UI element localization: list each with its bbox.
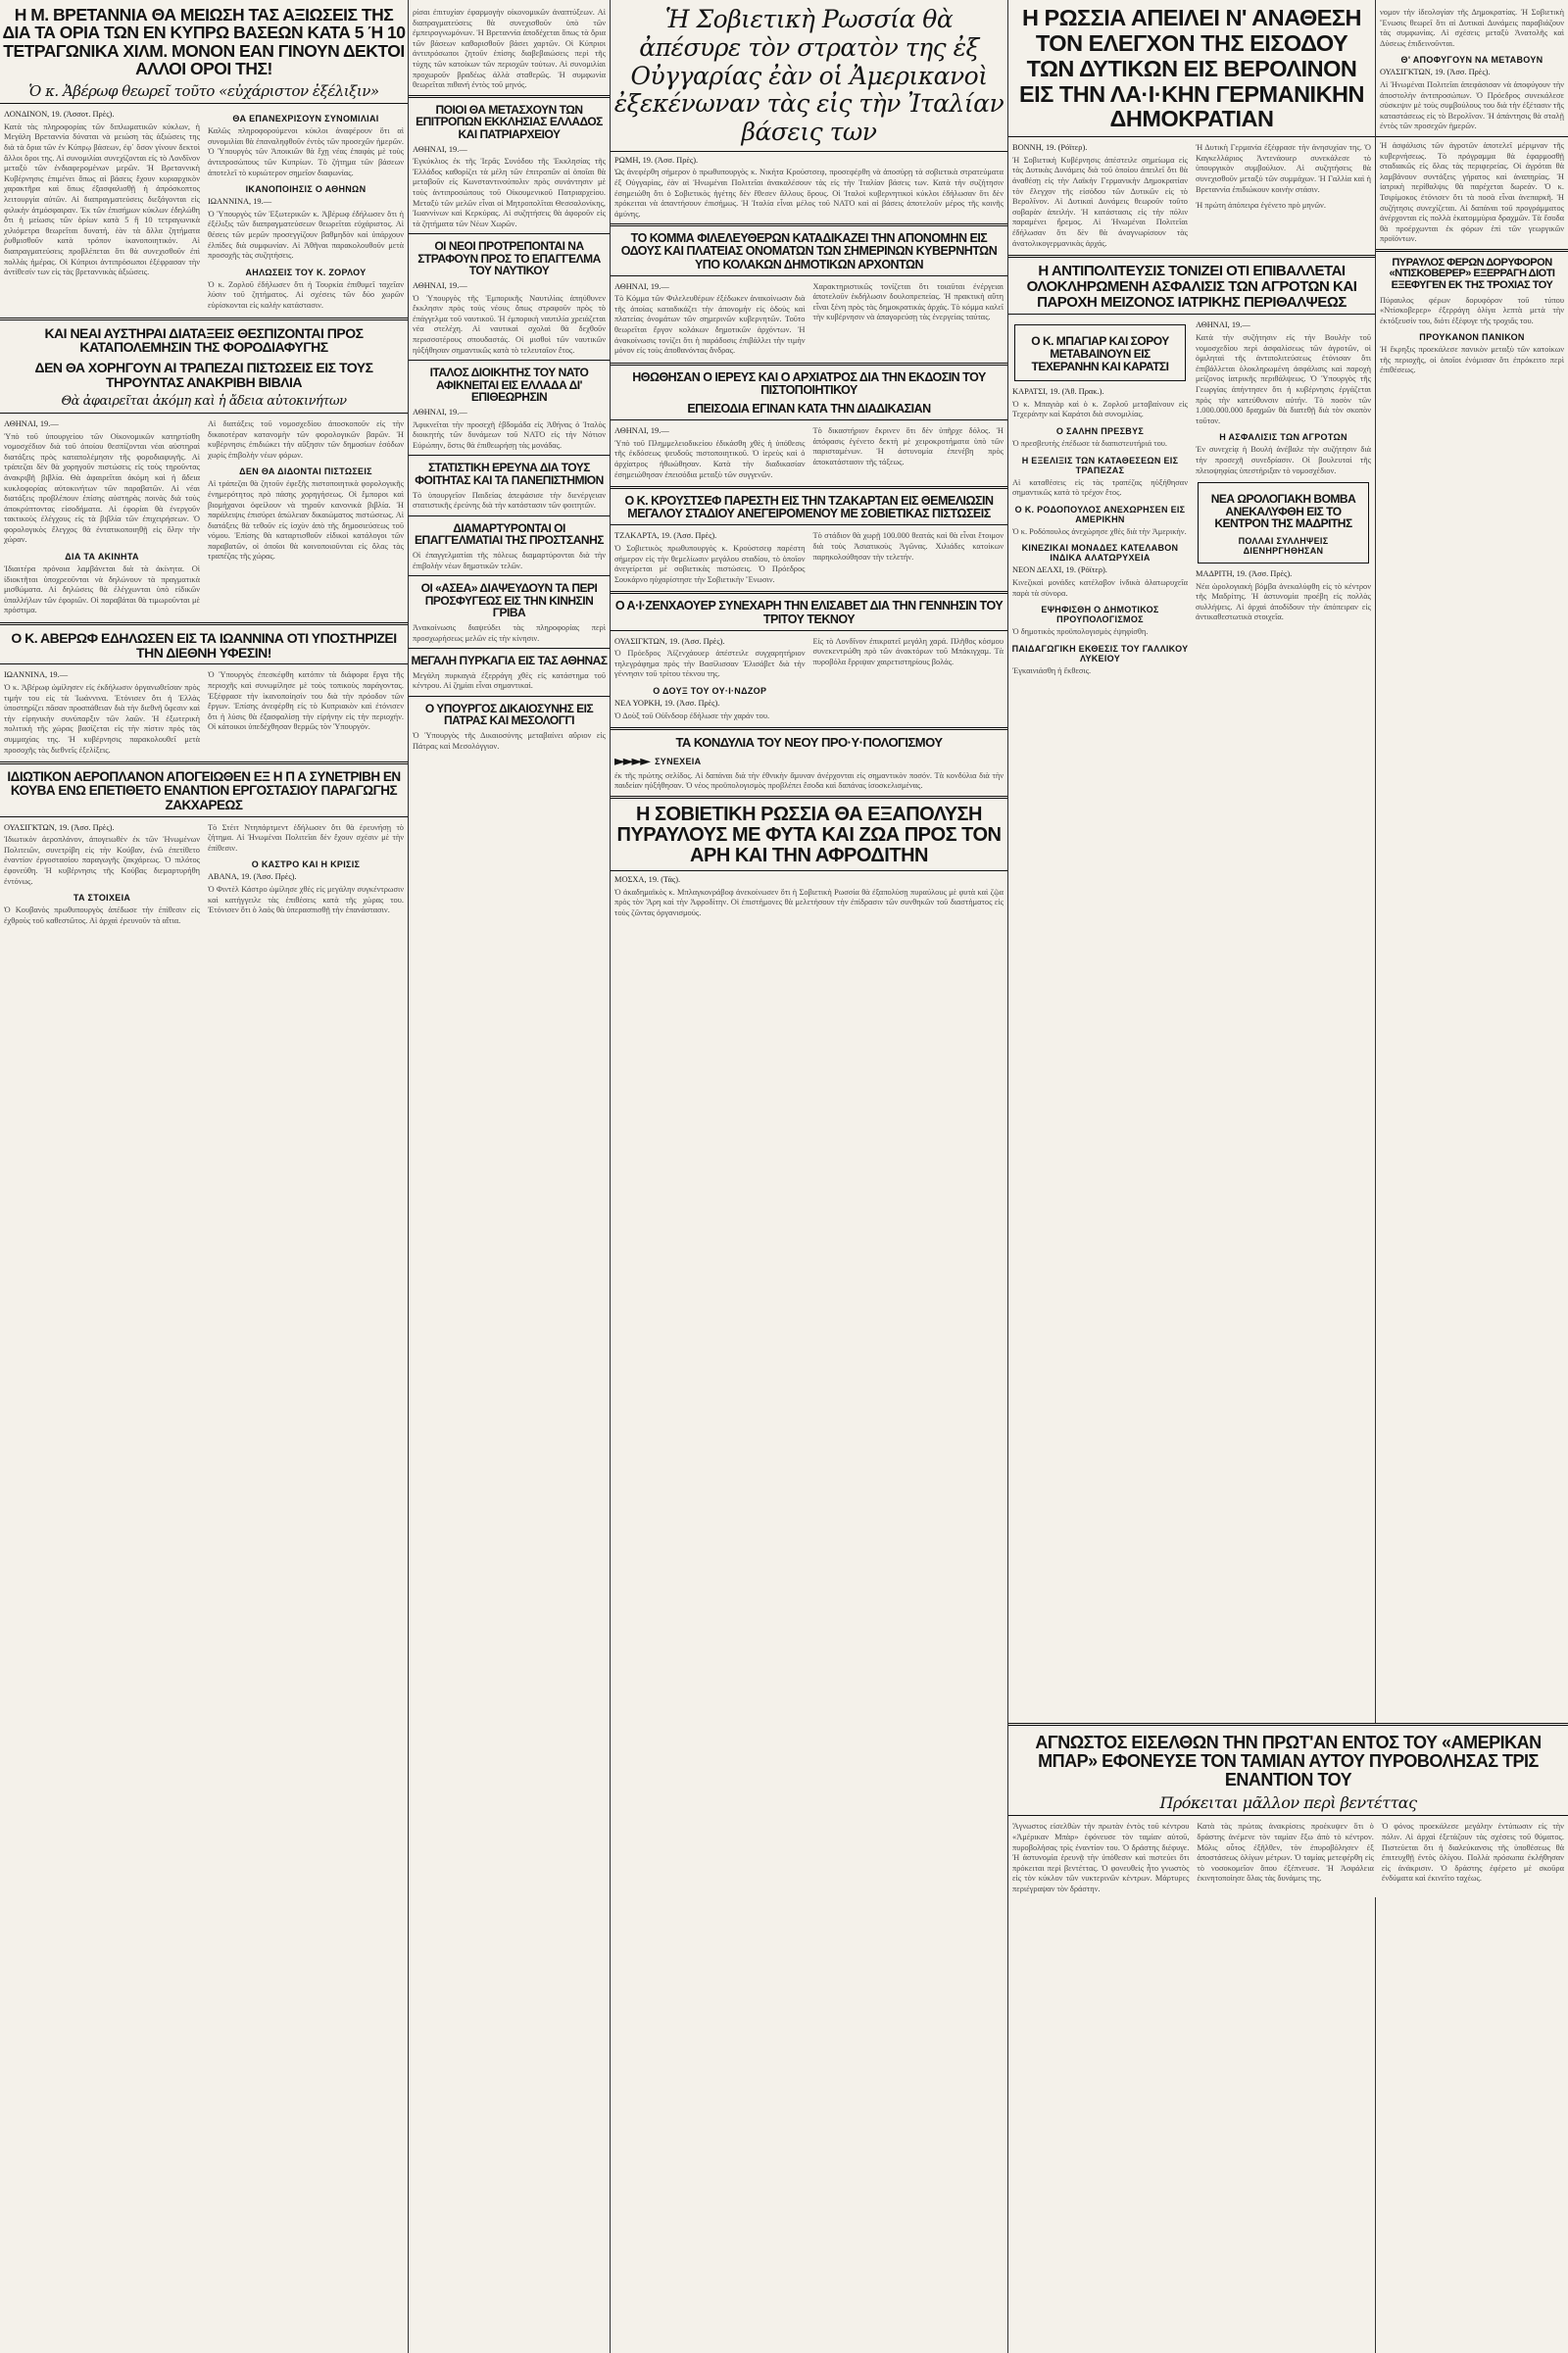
rule: [0, 318, 408, 320]
article-text: Αἱ Ἡνωμέναι Πολιτεῖαι ἀπεφάσισαν νὰ ἀποφύγουν τὴν ἀποστολὴν ἀντιπροσώπων. Ὁ Πρόεδρος συνεκάλεσε σύσκεψιν μὲ τοὺς συμβούλους του διὰ τὴν ἐξέτασιν τῆς καταστάσεως εἰς τὸ Βερολῖνον. Ἡ ἀπάντησις θὰ σταλῇ ἐντὸς τῶν προσεχῶν ἡμερῶν.: [1380, 79, 1564, 131]
article-text: Ὁ Φιντὲλ Κάστρο ὡμίλησε χθὲς εἰς μεγάλην συγκέντρωσιν καὶ κατήγγειλε τὰς ἐπιθέσεις κατὰ τῆς χώρας του. Ἐτόνισεν ὅτι ὁ λαὸς θὰ ὑπερασπισθῇ τὴν ἐπανάστασιν.: [208, 885, 404, 915]
headline-tax: ΚΑΙ ΝΕΑΙ ΑΥΣΤΗΡΑΙ ΔΙΑΤΑΞΕΙΣ ΘΕΣΠΙΖΟΝΤΑΙ ΠΡΟΣ ΚΑΤΑΠΟΛΕΜΗΣΙΝ ΤΗΣ ΦΟΡΟΔΙΑΦΥΓΗΣ: [44, 324, 364, 356]
article-text: Αἱ καταθέσεις εἰς τὰς τραπέζας ηὐξήθησαν σημαντικῶς κατὰ τὸ τρέχον ἔτος.: [1012, 477, 1188, 498]
subhead: Η ΑΣΦΑΛΙΣΙΣ ΤΩΝ ΑΓΡΟΤΩΝ: [1219, 432, 1348, 443]
article-britain-text: Κατὰ τὰς πληροφορίας τῶν διπλωματικῶν κύκλων, ἡ Μεγάλη Βρεταννία δύναται νὰ μειώση τὰς ἀξιώσεις της διὰ τὰ ὅρια τῶν ἐν Κύπρῳ βάσεων, ἐφ᾽ ὅσον γίνουν δεκτοὶ ἄλλοι ὅροι της. Αἱ συνομιλίαι συνεχίζονται εἰς τὸ Λονδῖνον μεταξὺ τῶν ἐνδιαφερομένων μερῶν. Ἡ Βρεταννικὴ Κυβέρνησις ἐπιμένει ὅπως αἱ βάσεις ἔχουν κυριαρχικὸν χαρακτῆρα καὶ ὅπως ἐξασφαλισθῇ ἡ ἀπρόσκοπτος λειτουργία αὐτῶν. Αἱ διαπραγματεύσεις διεξάγονται εἰς φιλικὴν ἀτμόσφαιραν. Ἐκ τῶν ἐπισήμων κύκλων ἐδηλώθη ὅτι ἡ μείωσις τῶν ὁρίων κατὰ 5 ἢ 10 τετραγωνικὰ χιλιόμετρα θεωρεῖται δυνατή, ἐὰν τὰ ἄλλα ζητήματα ῥυθμισθοῦν κατὰ τρόπον ἱκανοποιητικόν. Αἱ διαπραγματεύσεις προβλέπεται ὅτι θὰ συνεχισθοῦν ἐπὶ πολλὰς ἡμέρας. Οἱ Κύπριοι ἀντιπρόσωποι ἐξέφρασαν τὴν ἀντίθεσίν των εἰς τὰς βρεταννικὰς ἀξιώσεις.: [4, 122, 200, 277]
headline-nato: ΙΤΑΛΟΣ ΔΙΟΙΚΗΤΗΣ ΤΟΥ ΝΑΤΟ ΑΦΙΚΝΕΙΤΑΙ ΕΙΣ ΕΛΛΑΔΑ ΔΙ' ΕΠΙΘΕΩΡΗΣΙΝ: [429, 366, 589, 405]
rule: [409, 360, 610, 361]
subhead: Η ΕΞΕΛΙΞΙΣ ΤΩΝ ΚΑΤΑΘΕΣΕΩΝ ΕΙΣ ΤΡΑΠΕΖΑΣ: [1021, 455, 1179, 475]
dateline-new-york: ΝΕΑ ΥΟΡΚΗ, 19. (Ἀσσ. Πρὲς).: [614, 699, 720, 709]
rule: [0, 413, 408, 414]
article-text: Ὁ δημοτικὸς προϋπολογισμὸς ἐψηφίσθη.: [1012, 627, 1149, 637]
headline-eisenhower: Ο Α·Ι·ΖΕΝΧΑΟΥΕΡ ΣΥΝΕΧΑΡΗ ΤΗΝ ΕΛΙΣΑΒΕΤ ΔΙΑ ΤΗΝ ΓΕΝΝΗΣΙΝ ΤΟΥ ΤΡΙΤΟΥ ΤΕΚΝΟΥ: [614, 599, 1004, 626]
article-text: Ὁ πρεσβευτὴς ἐπέδωσε τὰ διαπιστευτήριά του.: [1012, 438, 1167, 448]
headline-budget: ΤΑ ΚΟΝΔΥΛΙΑ ΤΟΥ ΝΕΟΥ ΠΡΟ·Υ·ΠΟΛΟΓΙΣΜΟΥ: [675, 735, 943, 751]
subhead: ΔΕΝ ΘΑ ΔΙΔΟΝΤΑΙ ΠΙΣΤΩΣΕΙΣ: [239, 466, 372, 477]
dateline-london: ΛΟΝΔΙΝΟΝ, 19. (Ἀσσοτ. Πρὲς).: [4, 110, 115, 120]
headline-ntiskober: ΠΥΡΑΥΛΟΣ ΦΕΡΩΝ ΔΟΡΥΦΟΡΟΝ «ΝΤΙΣΚΟΒΕΡΕΡ» ΕΞΕΡΡΑΓΗ ΔΙΟΤΙ ΕΞΕΦΥΓΕΝ ΕΚ ΤΗΣ ΤΡΟΧΙΑΣ ΤΟΥ: [1389, 256, 1555, 291]
headline-students: ΣΤΑΤΙΣΤΙΚΗ ΕΡΕΥΝΑ ΔΙΑ ΤΟΥΣ ΦΟΙΤΗΤΑΣ ΚΑΙ ΤΑ ΠΑΝΕΠΙΣΤΗΜΙΟΝ: [415, 461, 604, 487]
dateline-bonn: ΒΟΝΝΗ, 19. (Ρόϊτερ).: [1012, 143, 1088, 153]
article-text: Καλῶς πληροφορούμενοι κύκλοι ἀναφέρουν ὅτι αἱ συνομιλίαι θὰ ἐπαναληφθοῦν ἐντὸς τῶν προσεχῶν ἡμερῶν. Ὁ Ὑπουργὸς τῶν Ἀποικιῶν θὰ ἔχῃ νέας ἐπαφὰς μὲ τοὺς ἀντιπροσώπους τῶν Κυπρίων. Τὸ ζήτημα τῶν βάσεων ἀποτελεῖ τὸ κυριώτερον σημεῖον διαφωνίας.: [208, 126, 404, 177]
article-text: Αἱ τράπεζαι θὰ ζητοῦν ἐφεξῆς πιστοποιητικὰ φορολογικῆς ἐνημερότητος πρὸ πάσης χορηγήσεως. Οἱ ἔμποροι καὶ βιομήχανοι ὀφείλουν νὰ τηροῦν κανονικὰ βιβλία. Ἡ παράλειψις ἐπισύρει ἀπώλειαν δικαιώματος πιστώσεως. Αἱ διατάξεις θὰ τεθοῦν εἰς ἰσχὺν ἀπὸ τῆς δημοσιεύσεως τοῦ νόμου. Ἐπίσης θὰ καταρτισθοῦν εἰδικοὶ κατάλογοι τῶν παραβατῶν, οἱ ὁποῖοι θὰ κοινοποιοῦνται εἰς ὅλας τὰς τραπέζας τῆς χώρας.: [208, 479, 404, 562]
subhead: Ο ΣΑΛΗΝ ΠΡΕΣΒΥΣ: [1055, 425, 1145, 436]
column-right-center: [1008, 0, 1375, 678]
article-text: Ὁ φόνος προεκάλεσε μεγάλην ἐντύπωσιν εἰς τὴν πόλιν. Αἱ ἀρχαὶ ἐξετάζουν τὰς σχέσεις τοῦ θύματος. Πιστεύεται ὅτι ἡ διαλεύκανσις τῆς ὑποθέσεως θὰ ἐπιτευχθῇ ἐντὸς ὀλίγου. Πολλὰ πρόσωπα ἐκλήθησαν εἰς ἀνάκρισιν. Ὁ δράστης ἐφέρετο μὲ σκοῦρα ἐνδύματα καὶ ἐκινεῖτο ταχέως.: [1381, 1822, 1564, 1884]
headline-farmers: Η ΑΝΤΙΠΟΛΙΤΕΥΣΙΣ ΤΟΝΙΖΕΙ ΟΤΙ ΕΠΙΒΑΛΛΕΤΑΙ ΟΛΟΚΛΗΡΩΜΕΝΗ ΑΣΦΑΛΙΣΙΣ ΤΩΝ ΑΓΡΟΤΩΝ ΚΑΙ ΠΑΡΟΧΗ ΜΕΙΖΟΝΟΣ ΙΑΤΡΙΚΗΣ ΠΕΡΙΘΑΛΨΕΩΣ: [1026, 263, 1357, 311]
article-russia-berlin-text: Ἡ Σοβιετικὴ Κυβέρνησις ἀπέστειλε σημείωμα εἰς τὰς Δυτικὰς Δυνάμεις διὰ τοῦ ὁποίου ἀπειλεῖ ὅτι θὰ ἀναθέσῃ εἰς τὴν Λαϊκὴν Γερμανικὴν Δημοκρατίαν τὸν ἔλεγχον τῆς εἰσόδου τῶν Δυτικῶν εἰς τὸ Βερολῖνον. Αἱ Δυτικαὶ Δυνάμεις θεωροῦν τοῦτο σοβαρὰν ἀπειλήν. Ἡ κατάστασις εἰς τὴν πόλιν παραμένει ἤρεμος. Αἱ Ἡνωμέναι Πολιτεῖαι ἐδήλωσαν ὅτι δὲν θὰ ἀναγνωρίσουν τὰς ἀνατολικογερμανικὰς ἀρχάς.: [1012, 155, 1188, 248]
article-averof-text: Ὁ κ. Ἀβέρωφ ὡμίλησεν εἰς ἐκδήλωσιν ὀργανωθεῖσαν πρὸς τιμήν του εἰς τὰ Ἰωάννινα. Ἐτόνισεν ὅτι ἡ Ἑλλὰς ὑποστηρίζει πᾶσαν προσπάθειαν διὰ τὴν διεθνῆ ὕφεσιν καὶ τὴν εἰρηνικὴν συνύπαρξιν τῶν λαῶν. Ἡ ἐξωτερικὴ πολιτικὴ τῆς χώρας βασίζεται εἰς τὴν πίστιν πρὸς τὰς συμμαχίας της. Ἡ κυβέρνησις παρακολουθεῖ μετὰ προσοχῆς τὰς διεθνεῖς ἐξελίξεις.: [4, 683, 200, 755]
subhead: ΠΟΛΛΑΙ ΣΥΛΛΗΨΕΙΣ ΔΙΕΝΗΡΓΗΘΗΣΑΝ: [1238, 535, 1329, 556]
article-text: Κατὰ τὰς πρώτας ἀνακρίσεις προέκυψεν ὅτι ὁ δράστης ἀνέμενε τὸν ταμίαν ἔξω ἀπὸ τὸ κέντρον. Μόλις οὗτος ἐξῆλθεν, τὸν ἐπυροβόλησεν ἐξ ἀποστάσεως ὀλίγων μέτρων. Ὁ ταμίας μετεφέρθη εἰς τὸ νοσοκομεῖον ὅπου ἐξέπνευσε. Ἡ Ἀσφάλεια ἐκινητοποίησε ὅλας τὰς δυνάμεις της.: [1197, 1822, 1374, 1884]
article-bomb-text: Νέα ὡρολογιακὴ βόμβα ἀνεκαλύφθη εἰς τὸ κέντρον τῆς Μαδρίτης. Ἡ ἀστυνομία προέβη εἰς πολλὰς συλλήψεις. Αἱ ἀρχαὶ ἀποδίδουν τὴν ἀπόπειραν εἰς ἀντικαθεστωτικὰ στοιχεῖα.: [1196, 581, 1371, 622]
article-text: Κινεζικαὶ μονάδες κατέλαβον ἰνδικὰ ἁλατωρυχεῖα παρὰ τὰ σύνορα.: [1012, 577, 1188, 598]
dateline-athens: ΑΘΗΝΑΙ, 19.—: [614, 281, 669, 291]
rule: [611, 275, 1007, 276]
column-second: [409, 0, 610, 754]
dateline-havana: ΑΒΑΝΑ, 19. (Ἀσσ. Πρὲς).: [208, 872, 297, 882]
dateline-washington: ΟΥΑΣΙΓΚΤΩΝ, 19. (Ἀσσ. Πρὲς).: [614, 636, 725, 646]
rule: [409, 95, 610, 98]
headline-averof: Ο Κ. ΑΒΕΡΩΦ ΕΔΗΛΩΣΕΝ ΕΙΣ ΤΑ ΙΩΑΝΝΙΝΑ ΟΤΙ ΥΠΟΣΤΗΡΙΖΕΙ ΤΗΝ ΔΙΕΘΝΗ ΥΦΕΣΙΝ!: [11, 630, 397, 661]
article-text: Ἐγκαινιάσθη ἡ ἔκθεσις.: [1012, 665, 1092, 675]
dateline-ioannina: ΙΩΑΝΝΙΝΑ, 19.—: [4, 670, 69, 680]
article-text: Τὸ στάδιον θὰ χωρῇ 100.000 θεατάς καὶ θὰ εἶναι ἕτοιμον διὰ τοὺς Ἀσιατικοὺς Ἀγῶνας. Χιλιάδες κατοίκων παρηκολούθησαν τὴν τελετήν.: [812, 531, 1004, 562]
article-text: Ὁ κ. Ροδόπουλος ἀνεχώρησε χθὲς διὰ τὴν Ἀμερικήν.: [1012, 526, 1187, 536]
subhead: ΤΑ ΣΤΟΙΧΕΙΑ: [73, 893, 131, 904]
rule: [611, 223, 1007, 226]
arrow-icon: ►►►►: [614, 753, 650, 769]
dateline-athens: ΑΘΗΝΑΙ, 19.—: [413, 408, 467, 417]
dateline-karachi: ΚΑΡΑΤΣΙ, 19. (Ἀθ. Πρακ.).: [1012, 387, 1104, 397]
article-cuba-text: Ἰδιωτικὸν ἀεροπλάνον, ἀπογειωθὲν ἐκ τῶν Ἡνωμένων Πολιτειῶν, συνετρίβη εἰς τὴν Κούβαν, ἐνῶ ἐπετίθετο ἐναντίον ἐργοστασίου παραγωγῆς ζακχάρεως. Ὁ πιλότος ἐφονεύθη. Ἡ κυβέρνησις τῆς Κούβας διεμαρτυρήθη ἐντόνως.: [4, 835, 200, 886]
rule: [409, 648, 610, 649]
rule: [1376, 136, 1568, 137]
article-priest-text: Ὑπὸ τοῦ Πλημμελειοδικείου ἐδικάσθη χθὲς ἡ ὑπόθεσις τῆς ἐκδόσεως ψευδοῦς πιστοποιητικοῦ. Ὁ ἱερεὺς καὶ ὁ ἀρχίατρος ἠθωώθησαν. Κατὰ τὴν διαδικασίαν ἐσημειώθησαν ἐπεισόδια μεταξὺ τῶν συγγενῶν.: [614, 438, 806, 479]
dateline-athens: ΑΘΗΝΑΙ, 19.—: [614, 426, 669, 436]
headline-party: ΤΟ ΚΟΜΜΑ ΦΙΛΕΛΕΥΘΕΡΩΝ ΚΑΤΑΔΙΚΑΖΕΙ ΤΗΝ ΑΠΟΝΟΜΗΝ ΕΙΣ ΟΔΟΥΣ ΚΑΙ ΠΛΑΤΕΙΑΣ ΟΝΟΜΑΤΩΝ ΤΩΝ ΣΗΜΕΡΙΝΩΝ ΚΥΒΕΡΝΗΤΩΝ ΥΠΟ ΚΟΛΑΚΩΝ ΔΗΜΟΤΙΚΩΝ ΑΡΧΟΝΤΩΝ: [620, 231, 998, 271]
rule: [409, 455, 610, 456]
headline-britain: Η Μ. ΒΡΕΤΑΝΝΙΑ ΘΑ ΜΕΙΩΣΗ ΤΑΣ ΑΞΙΩΣΕΙΣ ΤΗΣ ΔΙΑ ΤΑ ΟΡΙΑ ΤΩΝ ΕΝ ΚΥΠΡΩ ΒΑΣΕΩΝ ΚΑΤΑ 5 Ή 10 ΤΕΤΡΑΓΩΝΙΚΑ ΧΙΛΜ. ΜΟΝΟΝ ΕΑΝ ΓΙΝΟΥΝ ΔΕΚΤΟΙ ΑΛΛΟΙ ΟΡΟΙ ΤΗΣ!: [2, 5, 406, 79]
dateline-madrid: ΜΑΔΡΙΤΗ, 19. (Ἀσσ. Πρὲς).: [1196, 568, 1293, 578]
article-text: νομον τὴν ἰδεολογίαν τῆς Δημοκρατίας. Ἡ Σοβιετικὴ Ἕνωσις θεωρεῖ ὅτι αἱ Δυτικαὶ Δυνάμεις παραβιάζουν τὰς συμφωνίας. Αἱ σχέσεις μεταξὺ Ἀνατολῆς καὶ Δύσεως ἐπιδεινοῦνται.: [1380, 8, 1564, 48]
rule: [0, 622, 408, 625]
rule: [409, 233, 610, 234]
subhead: ΙΚΑΝΟΠΟΙΗΣΙΣ Ο ΑΘΗΝΩΝ: [245, 184, 367, 195]
article-text: Ἐν συνεχείᾳ ἡ Βουλὴ ἀνέβαλε τὴν συζήτησιν διὰ τὴν προσεχῆ συνεδρίασιν. Οἱ βουλευταὶ τῆς πλειοψηφίας ὑπεστήριξαν τὸ νομοσχέδιον.: [1196, 445, 1371, 475]
article-text: Ὁ Ὑπουργὸς ἐπεσκέφθη κατόπιν τὰ διάφορα ἔργα τῆς περιοχῆς καὶ συνωμίλησε μὲ τοὺς τοπικοὺς παράγοντας. Ἐξέφρασε τὴν ἱκανοποίησίν του διὰ τὴν πρόοδον τῶν ἔργων. Ἐπίσης ἀνεφέρθη εἰς τὸ Κυπριακὸν καὶ ἐτόνισεν ὅτι ἡ λύσις θὰ ἐξασφαλίσῃ τὴν εἰρήνην εἰς τὴν περιοχήν. Οἱ κάτοικοι ὑπεδέχθησαν θερμῶς τὸν Ὑπουργόν.: [208, 670, 404, 732]
dateline-ioannina: ΙΩΑΝΝΙΝΑ, 19.—: [208, 197, 272, 207]
dateline-jakarta: ΤΖΑΚΑΡΤΑ, 19. (Ἀσσ. Πρὲς).: [614, 531, 717, 541]
article-text: Ἰδιαιτέρα πρόνοια λαμβάνεται διὰ τὰ ἀκίνητα. Οἱ ἰδιοκτῆται ὑποχρεοῦνται νὰ δηλώνουν τὰ πραγματικὰ μισθώματα. Αἱ δηλώσεις θὰ ἐλέγχωνται ὑπὸ εἰδικῶν ὑπαλλήλων τῶν ἐφοριῶν. Οἱ παραβάται θὰ τιμωροῦνται μὲ πρόστιμα.: [4, 564, 200, 615]
rule: [1008, 255, 1375, 258]
article-party-text: Τὸ Κόμμα τῶν Φιλελευθέρων ἐξέδωκεν ἀνακοίνωσιν διὰ τῆς ὁποίας καταδικάζει τὴν ἀπονομὴν εἰς ὁδοὺς καὶ πλατείας ὀνομάτων τῶν σημερινῶν κυβερνητῶν. Τοῦτο θεωρεῖται ἔργον κολάκων δημοτικῶν ἀρχόντων. Ἡ ἀνακοίνωσις τονίζει ὅτι ἡ παράδοσις ἐπιβάλλει τὴν τιμὴν μόνον εἰς τοὺς ἀποθανόντας ἄνδρας.: [614, 294, 806, 356]
headline-asea: ΟΙ «ΑΣΕΑ» ΔΙΑΨΕΥΔΟΥΝ ΤΑ ΠΕΡΙ ΠΡΟΣΦΥΓΕΩΣ ΕΙΣ ΤΗΝ ΚΙΝΗΣΙΝ ΓΡΙΒΑ: [420, 581, 598, 620]
rule: [409, 575, 610, 576]
rule: [0, 663, 408, 664]
subhead: ΔΙΑ ΤΑ ΑΚΙΝΗΤΑ: [65, 552, 139, 563]
rule: [611, 727, 1007, 730]
article-text: Ἡ Δυτικὴ Γερμανία ἐξέφρασε τὴν ἀνησυχίαν της. Ὁ Καγκελλάριος Ἀντενάουερ συνεκάλεσε τὸ ὑπουργικὸν συμβούλιον. Αἱ συζητήσεις θὰ συνεχισθοῦν μεταξὺ τῶν συμμάχων. Ἡ Γαλλία καὶ ἡ Βρεταννία ἐπιδιώκουν κοινὴν στάσιν.: [1196, 143, 1371, 194]
article-budget-text: ἐκ τῆς πρώτης σελίδος. Αἱ δαπάναι διὰ τὴν ἐθνικὴν ἄμυναν ἀνέρχονται εἰς σημαντικὸν ποσόν. Τὰ κονδύλια διὰ τὴν παιδείαν ηὐξήθησαν. Ὁ νέος προϋπολογισμὸς προβλέπει ἔσοδα καὶ δαπάνας ἰσοσκελισμένας.: [614, 770, 1004, 791]
article-protest-text: Οἱ ἐπαγγελματίαι τῆς πόλεως διαμαρτύρονται διὰ τὴν ἐπιβολὴν νέων δημοτικῶν τελῶν.: [413, 550, 606, 570]
article-bar-text: Ἄγνωστος εἰσελθὼν τὴν πρωτὰν ἐντὸς τοῦ κέντρου «Ἀμέρικαν Μπὰρ» ἐφόνευσε τὸν ταμίαν αὐτοῦ, πυροβολήσας τρὶς ἐναντίον του. Ὁ δράστης διέφυγε. Ἡ ἀστυνομία ἐρευνᾷ τὴν ὑπόθεσιν καὶ πιστεύει ὅτι πρόκειται περὶ βεντέττας. Ὁ φονευθεὶς ἦτο γνωστὸς εἰς τὸν κύκλον τῶν νυκτερινῶν κέντρων. Μάρτυρες περιέγραψαν τὸν δράστην.: [1012, 1822, 1190, 1894]
article-fire-text: Μεγάλη πυρκαγιὰ ἐξερράγη χθὲς εἰς κατάστημα τοῦ κέντρου. Αἱ ζημίαι εἶναι σημαντικαί.: [413, 670, 606, 691]
subheadline-britain: Ὁ κ. Ἀβέρωφ θεωρεῖ τοῦτο «εὐχάριστον ἐξέλιξιν»: [28, 81, 379, 100]
subhead: ΚΙΝΕΖΙΚΑΙ ΜΟΝΑΔΕΣ ΚΑΤΕΛΑΒΟΝ ΙΝΔΙΚΑ ΑΛΑΤΩΡΥΧΕΙΑ: [1021, 543, 1179, 564]
rule: [1008, 136, 1375, 137]
article-nato-text: Ἀφικνεῖται τὴν προσεχῆ ἑβδομάδα εἰς Ἀθήνας ὁ Ἰταλὸς διοικητὴς τῶν δυνάμεων τοῦ ΝΑΤΟ εἰς τὴν Νότιον Εὐρώπην, ὅστις θὰ ἐπιθεωρήσῃ τὰς μονάδας.: [413, 419, 606, 450]
headline-church: ΠΟΙΟΙ ΘΑ ΜΕΤΑΣΧΟΥΝ ΤΩΝ ΕΠΙΤΡΟΠΩΝ ΕΚΚΛΗΣΙΑΣ ΕΛΛΑΔΟΣ ΚΑΙ ΠΑΤΡΙΑΡΧΕΙΟΥ: [416, 102, 603, 141]
article-ntiskober-text: Πύραυλος φέρων δορυφόρον τοῦ τύπου «Ντίσκοβερερ» ἐξερράγη ὀλίγα λεπτὰ μετὰ τὴν ἐκτόξευσίν του, διότι ἐξέφυγε τῆς τροχιᾶς του.: [1380, 295, 1564, 325]
rule: [611, 363, 1007, 366]
article-text: Ἡ ἔκρηξις προεκάλεσε πανικὸν μεταξὺ τῶν κατοίκων τῆς περιοχῆς, οἱ ὁποῖοι ἐνόμισαν ὅτι ἐπρόκειτο περὶ ἐπιθέσεως.: [1380, 345, 1564, 375]
budget-continued-label: ΣΥΝΕΧΕΙΑ: [655, 756, 702, 766]
rule: [0, 816, 408, 817]
subhead: ΕΨΗΦΙΣΘΗ Ο ΔΗΜΟΤΙΚΟΣ ΠΡΟΥΠΟΛΟΓΙΣΜΟΣ: [1041, 605, 1159, 625]
headline-priest: ΗΘΩΘΗΣΑΝ Ο ΙΕΡΕΥΣ ΚΑΙ Ο ΑΡΧΙΑΤΡΟΣ ΔΙΑ ΤΗΝ ΕΚΔΟΣΙΝ ΤΟΥ ΠΙΣΤΟΠΟΙΗΤΙΚΟΥ: [632, 369, 986, 397]
article-students-text: Τὸ ὑπουργεῖον Παιδείας ἀπεφάσισε τὴν διενέργειαν στατιστικῆς ἐρεύνης διὰ τὴν κατάστασιν τῶν φοιτητῶν.: [413, 490, 606, 511]
dateline-athens: ΑΘΗΝΑΙ, 19.—: [1196, 320, 1250, 330]
article-text: Ὁ κ. Ζορλοῦ ἐδήλωσεν ὅτι ἡ Τουρκία ἐπιθυμεῖ ταχεῖαν λύσιν τοῦ ζητήματος. Αἱ σχέσεις τῶν δύο χωρῶν εὑρίσκονται εἰς καλὴν κατάστασιν.: [208, 279, 404, 310]
article-navy-text: Ὁ Ὑπουργὸς τῆς Ἐμπορικῆς Ναυτιλίας ἀπηύθυνεν ἔκκλησιν πρὸς τοὺς νέους ὅπως στραφοῦν πρὸς τὸ ἐπάγγελμα τοῦ ναυτικοῦ. Ἡ ἐμπορικὴ ναυτιλία χρειάζεται νέα στελέχη. Αἱ ναυτικαὶ σχολαὶ θὰ δεχθοῦν περισσοτέρους σπουδαστάς. Οἱ μισθοὶ τῶν ναυτικῶν ηὐξήθησαν σημαντικῶς κατὰ τὸ τελευταῖον ἔτος.: [413, 293, 606, 355]
headline-khrushchev: Ο Κ. ΚΡΟΥΣΤΣΕΦ ΠΑΡΕΣΤΗ ΕΙΣ ΤΗΝ ΤΖΑΚΑΡΤΑΝ ΕΙΣ ΘΕΜΕΛΙΩΣΙΝ ΜΕΓΑΛΟΥ ΣΤΑΔΙΟΥ ΑΝΕΓΕΙΡΟΜΕΝΟΥ ΜΕ ΣΟΒΙΕΤΙΚΑΣ ΠΙΣΤΩΣΕΙΣ: [624, 494, 994, 521]
subhead: Ο ΚΑΣΤΡΟ ΚΑΙ Η ΚΡΙΣΙΣ: [251, 859, 361, 870]
headline-justice: Ο ΥΠΟΥΡΓΟΣ ΔΙΚΑΙΟΣΥΝΗΣ ΕΙΣ ΠΑΤΡΑΣ ΚΑΙ ΜΕΣΟΛΟΓΓΙ: [424, 701, 594, 728]
article-church-text: Ἐγκύκλιος ἐκ τῆς Ἱερᾶς Συνόδου τῆς Ἐκκλησίας τῆς Ἑλλάδος καθορίζει τὰ μέλη τῶν ἐπιτροπῶν αἱ ὁποῖαι θὰ μεταβοῦν εἰς Κωνσταντινούπολιν πρὸς συνάντησιν μὲ τοὺς ἀντιπροσώπους τοῦ Οἰκουμενικοῦ Πατριαρχείου. Μεταξὺ τῶν μελῶν εἶναι οἱ Μητροπολῖται Θεσσαλονίκης, Ἰωαννίνων καὶ Κερκύρας. Αἱ συζητήσεις θὰ ἀφοροῦν εἰς τὰ ζητήματα τῶν Νέων Χωρῶν.: [413, 157, 606, 228]
column-left: [0, 0, 408, 928]
rule: [611, 151, 1007, 152]
rule: [1008, 314, 1375, 315]
subhead: ΠΡΟΥΚΑΝΟΝ ΠΑΝΙΚΟΝ: [1419, 332, 1525, 343]
article-text: Ὁ Κουβανὸς πρωθυπουργὸς ἀπέδωσε τὴν ἐπίθεσιν εἰς ἐχθροὺς τοῦ καθεστῶτος. Αἱ ἀρχαὶ ἐρευνοῦν τὰ αἴτια.: [4, 906, 200, 925]
dateline-athens: ΑΘΗΝΑΙ, 19.—: [413, 144, 467, 154]
article-justice-text: Ὁ Ὑπουργὸς τῆς Δικαιοσύνης μεταβαίνει αὔριον εἰς Πάτρας καὶ Μεσολόγγιον.: [413, 731, 606, 751]
headline-cuba: ΙΔΙΩΤΙΚΟΝ ΑΕΡΟΠΛΑΝΟΝ ΑΠΟΓΕΙΩΘΕΝ ΕΞ Η Π Α ΣΥΝΕΤΡΙΒΗ ΕΝ ΚΟΥΒΑ ΕΝΩ ΕΠΕΤΙΘΕΤΟ ΕΝΑΝΤΙΟΝ ΕΡΓΟΣΤΑΣΙΟΥ ΠΑΡΑΓΩΓΗΣ ΖΑΚΧΑΡΕΩΣ: [7, 769, 401, 812]
headline-bagiar: Ο Κ. ΜΠΑΓΙΑΡ ΚΑΙ ΣΟΡΟΥ ΜΕΤΑΒΑΙΝΟΥΝ ΕΙΣ ΤΕΧΕΡΑΝΗΝ ΚΑΙ ΚΑΡΑΤΣΙ: [1031, 334, 1169, 373]
headline-navy: ΟΙ ΝΕΟΙ ΠΡΟΤΡΕΠΟΝΤΑΙ ΝΑ ΣΤΡΑΦΟΥΝ ΠΡΟΣ ΤΟ ΕΠΑΓΓΕΛΜΑ ΤΟΥ ΝΑΥΤΙΚΟΥ: [417, 239, 601, 278]
dateline-rome: ΡΩΜΗ, 19. (Ἀσσ. Πρὲς).: [614, 155, 699, 165]
article-bar-block: [1008, 1723, 1568, 1897]
article-tax-text: Ὑπὸ τοῦ ὑπουργείου τῶν Οἰκονομικῶν κατηρτίσθη νομοσχέδιον διὰ τοῦ ὁποίου θεσπίζονται νέαι αὐστηραὶ διατάξεις πρὸς καταπολέμησιν τῆς φοροδιαφυγῆς. Αἱ τράπεζαι δὲν θὰ χορηγοῦν πιστώσεις εἰς τοὺς τηροῦντας ἀνακριβῆ βιβλία. Θὰ ἀφαιρεῖται ἀκόμη καὶ ἡ ἄδεια κυκλοφορίας αὐτοκινήτων τῶν παραβατῶν. Αἱ νέαι διατάξεις προβλέπουν ἐπίσης αὐστηρὰς ποινὰς διὰ τοὺς ἀποκρύπτοντας εἰσοδήματα. Αἱ ἐφορίαι θὰ ἐνεργοῦν τακτικοὺς ἐλέγχους εἰς τὰ βιβλία τῶν ἐπιχειρήσεων. Ὁ φορολογικὸς ἔλεγχος θὰ ἐντατικοποιηθῇ εἰς ὅλην τὴν χώραν.: [4, 431, 200, 545]
rule: [0, 103, 408, 104]
subheadline-priest: ΕΠΕΙΣΟΔΙΑ ΕΓΙΝΑΝ ΚΑΤΑ ΤΗΝ ΔΙΑΔΙΚΑΣΙΑΝ: [687, 402, 931, 417]
rule: [611, 870, 1007, 871]
article-text: Χαρακτηριστικῶς τονίζεται ὅτι τοιαῦται ἐνέργειαι ἀποτελοῦν ἐκδήλωσιν δουλοπρεπείας. Ἡ πρακτικὴ αὕτη εἶναι ξένη πρὸς τὰς δημοκρατικὰς ἀρχάς. Τὸ κόμμα καλεῖ τὴν κυβέρνησιν νὰ ἀπαγορεύσῃ τὰς ἐνεργείας ταύτας.: [812, 281, 1004, 322]
dateline-athens: ΑΘΗΝΑΙ, 19.—: [413, 281, 467, 291]
dateline-washington: ΟΥΑΣΙΓΚΤΩΝ, 19. (Ἀσσ. Πρὲς).: [1380, 68, 1491, 77]
dateline-athens: ΑΘΗΝΑΙ, 19.—: [4, 418, 59, 428]
rule: [1376, 249, 1568, 252]
article-text: Εἰς τὸ Λονδῖνον ἐπικρατεῖ μεγάλη χαρά. Πλῆθος κόσμου συνεκεντρώθη πρὸ τῶν ἀνακτόρων τοῦ Μπάκιγχαμ. Τὰ πυροβόλα ἔρριψαν χαιρετιστηρίους βολάς.: [812, 636, 1004, 666]
rule: [409, 515, 610, 516]
article-soviet-rocket-text: Ὁ ἀκαδημαϊκὸς κ. Μπλαγκονράβοφ ἀνεκοίνωσεν ὅτι ἡ Σοβιετικὴ Ρωσσία θὰ ἐξαπολύσῃ πυραύλους μὲ φυτὰ καὶ ζῷα πρὸς τὸν Ἄρη καὶ τὴν Ἀφροδίτην. Οἱ ἐπιστήμονες θὰ μελετήσουν τὴν ἐπίδρασιν τῶν συνθηκῶν τοῦ διαστήματος εἰς τοὺς ζῶντας ὀργανισμούς.: [614, 887, 1004, 917]
article-bagiar-text: Ὁ κ. Μπαγιὰρ καὶ ὁ κ. Ζορλοῦ μεταβαίνουν εἰς Τεχεράνην καὶ Καράτσι διὰ συνομιλίας.: [1012, 399, 1188, 419]
headline-fire: ΜΕΓΑΛΗ ΠΥΡΚΑΓΙΑ ΕΙΣ ΤΑΣ ΑΘΗΝΑΣ: [411, 654, 608, 668]
rule: [611, 419, 1007, 420]
rule: [611, 591, 1007, 594]
headline-soviet-army: Ἡ Σοβιετικὴ Ρωσσία θὰ ἀπέσυρε τὸν στρατὸν της ἐξ Οὐγγαρίας ἐὰν οἱ Ἀμερικανοὶ ἐξεκένωναν τὰς εἰς τὴν Ἰταλίαν βάσεις των: [613, 5, 1004, 146]
subhead: ΑΗΛΩΣΕΙΣ ΤΟΥ Κ. ΖΟΡΛΟΥ: [245, 267, 367, 277]
article-soviet-army-text: Ὡς ἀνεφέρθη σήμερον ὁ πρωθυπουργὸς κ. Νικήτα Κρούστσεφ, προσεφέρθη νὰ ἀποσύρῃ τὰ σοβιετικὰ στρατεύματα ἐξ Οὐγγαρίας, ἐὰν αἱ Ἡνωμέναι Πολιτεῖαι ἀνακαλέσουν τὰς εἰς τὴν Ἰταλίαν βάσεις των. Κατὰ τὴν συζήτησιν ἐσημειώθη ὅτι ὁ Σοβιετικὸς ἡγέτης δὲν ἔθεσεν ἄλλους ὅρους. Οἱ Ἰταλοὶ κυβερνητικοὶ κύκλοι ἐδήλωσαν ὅτι δὲν πρόκειται νὰ ἀπαντήσουν ἐπισήμως. Ἡ Ἰταλία εἶναι μέλος τοῦ ΝΑΤΟ καὶ αἱ βάσεις ἀποτελοῦν μέρος τῆς κοινῆς ἀμύνης.: [614, 168, 1004, 219]
article-eisenhower-text: Ὁ Πρόεδρος Ἀϊζενχάουερ ἀπέστειλε συγχαρητήριον τηλεγράφημα πρὸς τὴν Βασίλισσαν Ἐλισάβετ διὰ τὴν γέννησιν τοῦ τρίτου τέκνου της.: [614, 649, 806, 679]
dateline-moscow: ΜΟΣΧΑ, 19. (Τάς).: [614, 875, 681, 885]
rule: [409, 696, 610, 697]
headline-soviet-rocket: Η ΣΟΒΙΕΤΙΚΗ ΡΩΣΣΙΑ ΘΑ ΕΞΑΠΟΛΥΣΗ ΠΥΡΑΥΛΟΥΣ ΜΕ ΦΥΤΑ ΚΑΙ ΖΩΑ ΠΡΟΣ ΤΟΝ ΑΡΗ ΚΑΙ ΤΗΝ ΑΦΡΟΔΙΤΗΝ: [616, 804, 1002, 867]
subheadline-bar: Πρόκειται μᾶλλον περὶ βεντέττας: [1159, 1792, 1417, 1812]
headline-russia-berlin: Η ΡΩΣΣΙΑ ΑΠΕΙΛΕΙ Ν' ΑΝΑΘΕΣΗ ΤΟΝ ΕΛΕΓΧΟΝ ΤΗΣ ΕΙΣΟΔΟΥ ΤΩΝ ΔΥΤΙΚΩΝ ΕΙΣ ΒΕΡΟΛΙΝΟΝ ΕΙΣ ΤΗΝ ΛΑ·Ι·ΚΗΝ ΓΕΡΜΑΝΙΚΗΝ ΔΗΜΟΚΡΑΤΙΑΝ: [1019, 5, 1364, 132]
article-asea-text: Ἀνακοίνωσις διαψεύδει τὰς πληροφορίας περὶ προσχωρήσεως μελῶν εἰς τὴν κίνησιν.: [413, 622, 606, 643]
article-text: Τὸ δικαστήριον ἔκρινεν ὅτι δὲν ὑπῆρχε δόλος. Ἡ ἀπόφασις ἐγένετο δεκτὴ μὲ χειροκροτήματα ὑπὸ τῶν παρισταμένων. Ἡ ἀστυνομία ἐπενέβη πρὸς ἀποκατάστασιν τῆς τάξεως.: [812, 426, 1004, 466]
rule: [611, 524, 1007, 525]
subhead: Ο Κ. ΡΟΔΟΠΟΥΛΟΣ ΑΝΕΧΩΡΗΣΕΝ ΕΙΣ ΑΜΕΡΙΚΗΝ: [1014, 504, 1186, 524]
rule: [0, 761, 408, 764]
article-text: Αἱ διατάξεις τοῦ νομοσχεδίου ἀποσκοποῦν εἰς τὴν δικαιοτέραν κατανομὴν τῶν φορολογικῶν βαρῶν. Ἡ κυβέρνησις ἐπιδιώκει τὴν αὔξησιν τῶν δημοσίων ἐσόδων χωρὶς ἐπιβολὴν νέων φόρων.: [208, 418, 404, 460]
article-text: Ἡ ἀσφάλισις τῶν ἀγροτῶν ἀποτελεῖ μέριμναν τῆς κυβερνήσεως. Τὸ πρόγραμμα θὰ ἐφαρμοσθῇ σταδιακῶς εἰς ὅλας τὰς περιφερείας. Οἱ ἀγρόται θὰ λαμβάνουν συντάξεις γήρατος καὶ ἀναπηρίας. Ἡ ἰατρικὴ περίθαλψις θὰ παρέχεται δωρεάν. Ὁ κ. Τσιρίμοκος ἐτόνισεν ὅτι τὰ ποσὰ εἶναι ἀνεπαρκῆ. Ἡ συζήτησις συνεχίζεται. Αἱ δαπάναι τοῦ προγράμματος ἀνέρχονται εἰς πολλὰ ἑκατομμύρια δραχμῶν. Τὰ ἔσοδα θὰ προέρχωνται ἐκ φόρων ἐπὶ τῶν γεωργικῶν προϊόντων.: [1380, 140, 1564, 244]
headline-banks: ΔΕΝ ΘΑ ΧΟΡΗΓΟΥΝ ΑΙ ΤΡΑΠΕΖΑΙ ΠΙΣΤΩΣΕΙΣ ΕΙΣ ΤΟΥΣ ΤΗΡΟΥΝΤΑΣ ΑΝΑΚΡΙΒΗ ΒΙΒΛΙΑ: [34, 359, 373, 390]
article-text: Τὸ Στέιτ Ντηπάρτμεντ ἐδήλωσεν ὅτι θὰ ἐρευνήσῃ τὸ ζήτημα. Αἱ Ἡνωμέναι Πολιτεῖαι δὲν ἔχουν σχέσιν μὲ τὴν ἐπίθεσιν.: [208, 822, 404, 853]
article-text: Ὁ Ὑπουργὸς τῶν Ἐξωτερικῶν κ. Ἀβέρωφ ἐδήλωσεν ὅτι ἡ ἐξέλιξις τῶν διαπραγματεύσεων θεωρεῖται εὐχάριστος. Αἱ θέσεις τῶν μερῶν προσεγγίζουν βαθμηδὸν καὶ ὑπάρχουν ἐλπίδες διὰ συμφωνίαν. Αἱ Ἀθῆναι παρακολουθοῦν μετὰ προσοχῆς τὰς συζητήσεις.: [208, 209, 404, 261]
article-khrushchev-text: Ὁ Σοβιετικὸς πρωθυπουργὸς κ. Κρούστσεφ παρέστη σήμερον εἰς τὴν θεμελίωσιν μεγάλου σταδίου, τὸ ὁποῖον ἀνεγείρεται μὲ σοβιετικὰς πιστώσεις. Ὁ Πρόεδρος Σουκάρνο ηὐχαρίστησε τὴν Σοβιετικὴν Ἕνωσιν.: [614, 544, 806, 584]
rule: [611, 796, 1007, 799]
dateline-new-delhi: ΝΕΟΝ ΔΕΛΧΙ, 19. (Ρόϊτερ).: [1012, 565, 1107, 575]
rule: [611, 486, 1007, 489]
subhead: ΘΑ ΕΠΑΝΕΧΡΙΣΟΥΝ ΣΥΝΟΜΙΛΙΑΙ: [232, 114, 379, 124]
subheadline-banks: Θὰ ἀφαιρεῖται ἀκόμη καὶ ἡ ἄδεια αὐτοκινήτων: [61, 394, 347, 410]
subhead: Θ' ΑΠΟΦΥΓΟΥΝ ΝΑ ΜΕΤΑΒΟΥΝ: [1400, 55, 1544, 66]
headline-bomb: ΝΕΑ ΩΡΟΛΟΓΙΑΚΗ ΒΟΜΒΑ ΑΝΕΚΑΛΥΦΘΗ ΕΙΣ ΤΟ ΚΕΝΤΡΟΝ ΤΗΣ ΜΑΔΡΙΤΗΣ: [1210, 492, 1356, 531]
subhead: ΠΑΙΔΑΓΩΓΙΚΗ ΕΚΘΕΣΙΣ ΤΟΥ ΓΑΛΛΙΚΟΥ ΛΥΚΕΙΟΥ: [1011, 643, 1189, 663]
article-farmers-text: Κατὰ τὴν συζήτησιν εἰς τὴν Βουλὴν τοῦ νομοσχεδίου περὶ ἀσφαλίσεως τῶν ἀγροτῶν, οἱ ὁμιληταὶ τῆς ἀντιπολιτεύσεως ἐτόνισαν ὅτι ἐπιβάλλεται ὁλοκληρωμένη ἀσφάλισις καὶ παροχὴ μείζονος ἰατρικῆς περιθάλψεως. Ὁ Ὑπουργὸς τῆς Γεωργίας ἀπήντησεν ὅτι ἡ κυβέρνησις ἐργάζεται πρὸς τὴν κατεύθυνσιν αὐτήν. Τὸ ποσὸν τῶν 1.000.000.000 δραχμῶν θὰ διατεθῇ διὰ τὸν σκοπὸν τοῦτον.: [1196, 333, 1371, 425]
rule: [1008, 1815, 1568, 1816]
article-text: ρίσαι ἐπιτυχίαν ἐφαρμογὴν οἰκονομικῶν ἀναπτύξεων. Αἱ διαπραγματεύσεις θὰ συνεχισθοῦν ὑπὸ τῶν ἐμπειρογνωμόνων. Ἡ Βρεταννία ἀποδέχεται ὅπως τὰ ὅρια τῶν βάσεων καθορισθοῦν βάσει χαρτῶν. Οἱ Κύπριοι ἀντιπρόσωποι ζητοῦν ἐπίσης διαβεβαιώσεις περὶ τῆς τύχης τῶν κατοίκων τῶν περιοχῶν τούτων. Αἱ συνομιλίαι προχωροῦν βραδέως ἀλλὰ σταθερῶς. Ἡ συμφωνία θεωρεῖται πιθανή ἐντὸς τοῦ μηνός.: [413, 8, 606, 90]
subhead: Ο ΔΟΥΞ ΤΟΥ ΟΥ·Ι·ΝΔΖΟΡ: [653, 686, 767, 697]
headline-protest: ΔΙΑΜΑΡΤΥΡΟΝΤΑΙ ΟΙ ΕΠΑΓΓΕΛΜΑΤΙΑΙ ΤΗΣ ΠΡΟΣΤΣΑΝΗΣ: [415, 520, 604, 548]
column-right: [1376, 0, 1568, 378]
dateline-washington: ΟΥΑΣΙΓΚΤΩΝ, 19. (Ἀσσ. Πρὲς).: [4, 822, 115, 832]
rule: [611, 630, 1007, 631]
column-center: [611, 0, 1007, 920]
article-text: Ὁ Δοὺξ τοῦ Οὐΐνδσορ ἐδήλωσε τὴν χαράν του.: [614, 711, 770, 720]
article-text: Ἡ πρώτη ἀπόπειρα ἐγένετο πρὸ μηνῶν.: [1196, 201, 1326, 211]
headline-bar: ΑΓΝΩΣΤΟΣ ΕΙΣΕΛΘΩΝ ΤΗΝ ΠΡΩΤ'ΑΝ ΕΝΤΟΣ ΤΟΥ «ΑΜΕΡΙΚΑΝ ΜΠΑΡ» ΕΦΟΝΕΥΣΕ ΤΟΝ ΤΑΜΙΑΝ ΑΥΤΟΥ ΠΥΡΟΒΟΛΗΣΑΣ ΤΡΙΣ ΕΝΑΝΤΙΟΝ ΤΟΥ: [1035, 1733, 1542, 1789]
